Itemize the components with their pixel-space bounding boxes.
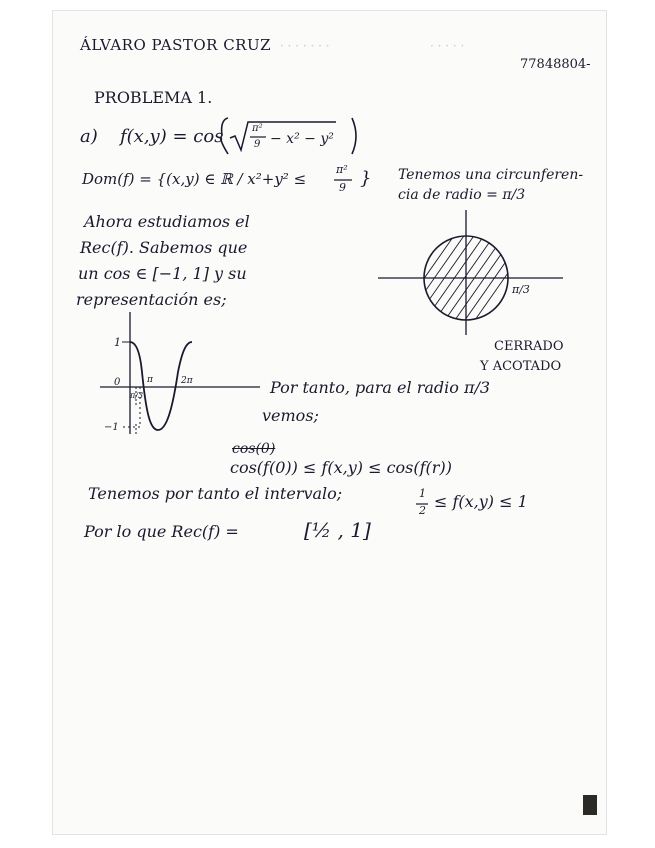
circle-sketch <box>378 210 568 340</box>
cosine-graph <box>100 312 270 437</box>
graph-x-2pi: 2π <box>181 376 193 386</box>
domain-pi-squared: π² <box>336 163 348 176</box>
student-name: ÁLVARO PASTOR CRUZ <box>80 36 272 54</box>
bounds-inequality: cos(f(0)) ≤ f(x,y) ≤ cos(f(r)) <box>230 458 452 477</box>
function-nine: 9 <box>254 139 261 150</box>
function-pi-squared: π² <box>252 123 263 134</box>
graph-y-zero: 0 <box>114 377 121 388</box>
interval-rest: ≤ f(x,y) ≤ 1 <box>434 492 528 511</box>
circle-radius-label: π/3 <box>512 283 530 296</box>
domain-nine: 9 <box>339 181 346 194</box>
student-id: 77848804- <box>520 57 591 72</box>
bounded-label: Y ACOTADO <box>480 359 562 374</box>
closed-label: CERRADO <box>494 339 564 354</box>
conclusion-line-3: Tenemos por tanto el intervalo; <box>88 484 343 503</box>
graph-y-top: 1 <box>114 336 121 349</box>
range-study-line-1: Ahora estudiamos el <box>84 212 250 231</box>
function-definition: f(x,y) = cos <box>120 126 224 147</box>
range-study-line-3: un cos ∈ [−1, 1] y su <box>78 264 247 283</box>
interval-denominator: 2 <box>419 504 426 517</box>
conclusion-line-2: vemos; <box>262 406 319 425</box>
final-range-rhs: [½ , 1] <box>304 518 371 542</box>
conclusion-line-1: Por tanto, para el radio π/3 <box>270 378 491 397</box>
graph-x-pi: π <box>147 375 153 385</box>
domain-close-brace: } <box>360 168 372 189</box>
part-a-label: a) <box>80 126 98 147</box>
graph-x-pi3: π/3 <box>130 391 144 400</box>
interval-numerator: 1 <box>419 487 426 500</box>
faint-header-text: · · · · · · · <box>280 39 330 53</box>
function-radicand-tail: − x² − y² <box>270 131 334 147</box>
final-range-lhs: Por lo que Rec(f) = <box>84 522 239 541</box>
graph-y-bottom: −1 <box>104 422 119 433</box>
circle-note-line-2: cia de radio = π/3 <box>398 187 526 203</box>
range-study-line-2: Rec(f). Sabemos que <box>80 238 248 257</box>
problem-title: PROBLEMA 1. <box>94 88 213 107</box>
scan-corner-mark <box>583 795 597 815</box>
range-study-line-4: representación es; <box>76 290 227 309</box>
domain-definition: Dom(f) = {(x,y) ∈ ℝ / x²+y² ≤ <box>82 170 307 188</box>
faint-header-text-2: · · · · · <box>430 39 465 53</box>
circle-note-line-1: Tenemos una circunferen- <box>398 167 584 183</box>
strikeout-text: cos(0) <box>232 441 276 457</box>
